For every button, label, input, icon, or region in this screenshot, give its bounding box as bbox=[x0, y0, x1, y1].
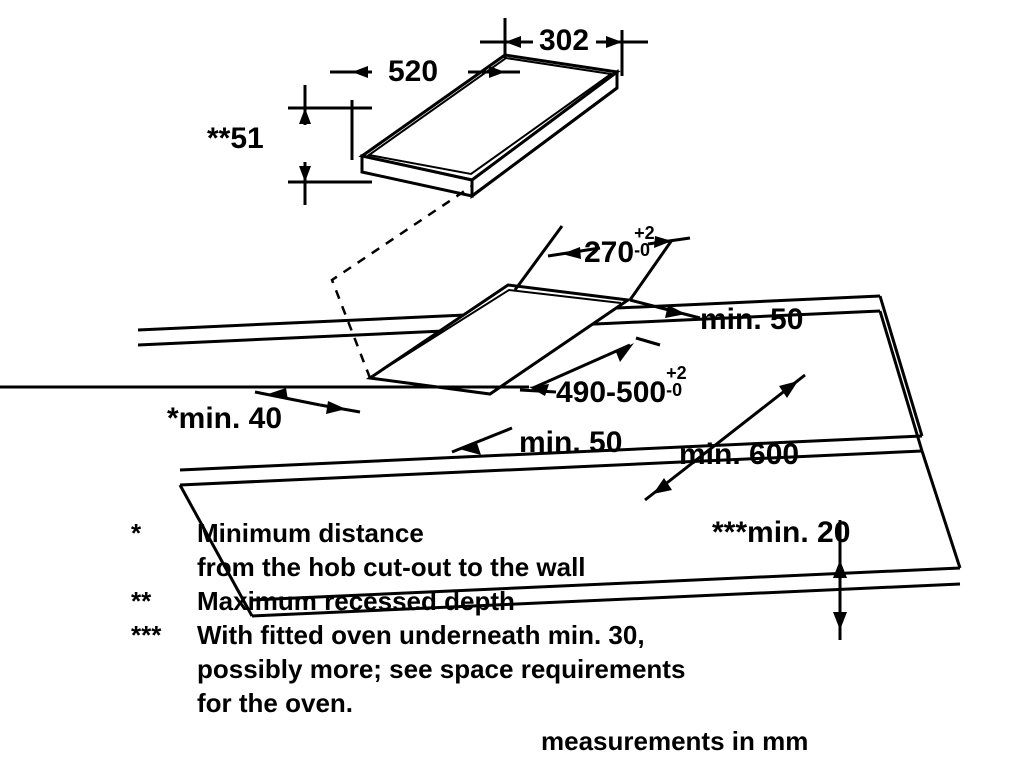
label-cutout-depth bbox=[556, 363, 701, 409]
footnote-3-line1: With fitted oven underneath min. 30, bbox=[197, 620, 645, 650]
label-min-rear: min. 50 bbox=[700, 303, 804, 336]
footnotes bbox=[131, 516, 891, 720]
footnote-2-mark: ** bbox=[131, 586, 152, 616]
label-cutout-width-tolerance bbox=[634, 223, 669, 262]
dim-51 bbox=[288, 85, 372, 205]
footnote-1 bbox=[131, 516, 891, 550]
tol-plus: +2 bbox=[634, 223, 655, 244]
tol-plus-2: +2 bbox=[666, 363, 687, 384]
tol-minus-2: -0 bbox=[666, 380, 683, 401]
tol-minus: -0 bbox=[634, 240, 651, 261]
footnote-3 bbox=[131, 618, 891, 652]
label-hob-width: 302 bbox=[539, 24, 590, 57]
label-hob-depth: 520 bbox=[388, 55, 439, 88]
label-min-front: min. 50 bbox=[519, 426, 623, 459]
label-recess-depth: **51 bbox=[207, 122, 264, 155]
footnote-1-line1: Minimum distance bbox=[197, 518, 424, 548]
footnote-2-line1: Maximum recessed depth bbox=[197, 586, 515, 616]
label-min-under: ***min. 20 bbox=[712, 516, 851, 549]
footnote-3-mark: *** bbox=[131, 620, 162, 650]
dim-min50-front bbox=[452, 428, 512, 455]
units-note: measurements in mm bbox=[541, 726, 809, 756]
footnote-2 bbox=[131, 584, 891, 618]
dim-min50-rear bbox=[630, 300, 700, 318]
label-cutout-width-value: 270 bbox=[584, 236, 635, 269]
label-min-wall: *min. 40 bbox=[167, 402, 283, 435]
footnote-3-line3: for the oven. bbox=[197, 688, 354, 718]
footnote-3-line2: possibly more; see space requirements bbox=[197, 654, 686, 684]
cutout-opening bbox=[332, 186, 628, 394]
label-cutout-depth-value: 490-500 bbox=[556, 376, 667, 409]
label-worktop-depth: min. 600 bbox=[679, 438, 800, 471]
footnote-1-mark: * bbox=[131, 518, 142, 548]
label-cutout-depth-tolerance bbox=[666, 363, 701, 402]
label-cutout-width bbox=[584, 223, 669, 269]
footnote-1-line2: from the hob cut-out to the wall bbox=[197, 552, 586, 582]
